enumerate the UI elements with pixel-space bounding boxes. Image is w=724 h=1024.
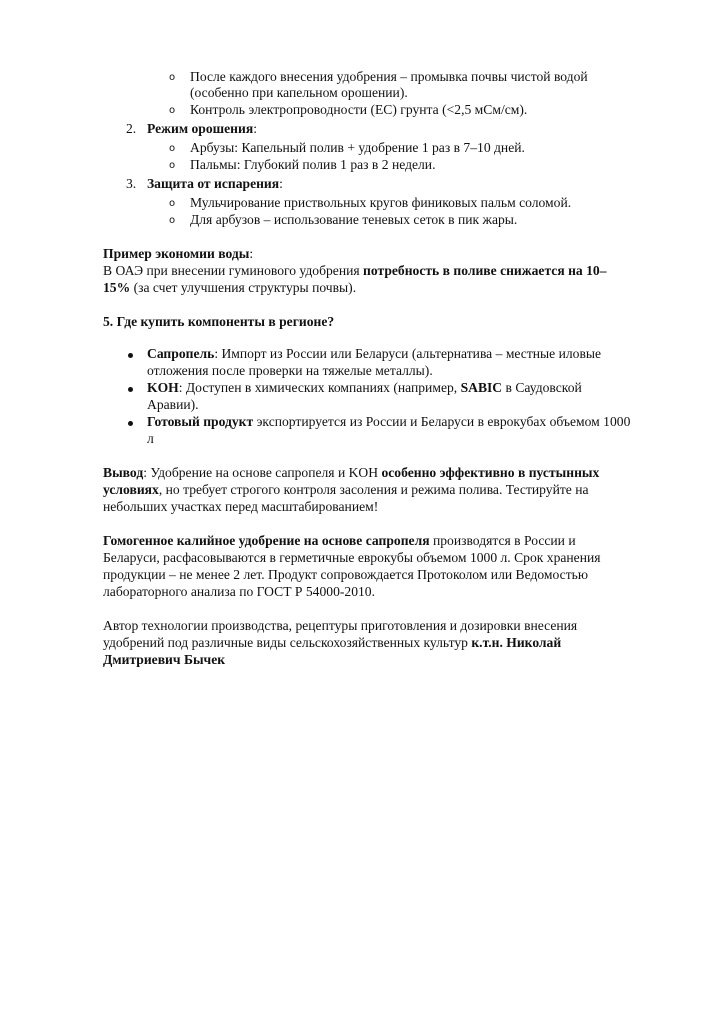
- list-item-sapropel: Сапропель: Импорт из России или Беларуси (альтернатива – местные иловые: [147, 346, 602, 361]
- author-line-1: Автор технологии производства, рецептуры приготовления и дозировки внесения: [103, 618, 578, 633]
- list-item-koh-cont: Аравии).: [147, 397, 199, 412]
- circle-bullet-icon: o: [169, 160, 176, 171]
- water-example-line-2: 15% (за счет улучшения структуры почвы).: [103, 280, 357, 295]
- product-info-line-1: Гомогенное калийное удобрение на основе сапропеля производятся в России и: [103, 533, 576, 548]
- circle-bullet-icon: o: [169, 72, 176, 83]
- list-item-after-feeding: После каждого внесения удобрения – промывка почвы чистой водой: [190, 69, 588, 84]
- list-item-product: Готовый продукт экспортируется из России и Беларуси в еврокубах объемом 1000: [147, 414, 631, 429]
- list-item-mulch: Мульчирование приствольных кругов финиковых пальм соломой.: [190, 195, 572, 210]
- conclusion-line-3: небольших участках перед масштабированием!: [103, 499, 379, 514]
- bullet-dot-icon: [128, 387, 133, 392]
- section-5-heading: 5. Где купить компоненты в регионе?: [103, 314, 335, 329]
- section-3-number: 3.: [126, 176, 137, 191]
- bullet-dot-icon: [128, 421, 133, 426]
- conclusion-line-1: Вывод: Удобрение на основе сапропеля и KOH особенно эффективно в пустынных: [103, 465, 600, 480]
- product-info-line-4: лабораторного анализа по ГОСТ Р 54000-2010.: [103, 584, 375, 599]
- author-line-2: удобрений под различные виды сельскохозяйственных культур к.т.н. Николай: [103, 635, 562, 650]
- circle-bullet-icon: o: [169, 198, 176, 209]
- list-item-palms: Пальмы: Глубокий полив 1 раз в 2 недели.: [190, 157, 436, 172]
- section-2-number: 2.: [126, 121, 137, 136]
- list-item-shade: Для арбузов – использование теневых сеток в пик жары.: [190, 212, 518, 227]
- list-item-after-feeding-cont: (особенно при капельном орошении).: [190, 85, 408, 100]
- circle-bullet-icon: o: [169, 105, 176, 116]
- list-item-koh: KOH: Доступен в химических компаниях (например, SABIC в Саудовской: [147, 380, 582, 395]
- section-2-title: Режим орошения:: [147, 121, 257, 136]
- section-3-title: Защита от испарения:: [147, 176, 283, 191]
- list-item-sapropel-cont: отложения после проверки на тяжелые металлы).: [147, 363, 433, 378]
- circle-bullet-icon: o: [169, 143, 176, 154]
- list-item-product-cont: л: [147, 431, 154, 446]
- conclusion-line-2: условиях, но требует строгого контроля засоления и режима полива. Тестируйте на: [103, 482, 589, 497]
- bullet-dot-icon: [128, 353, 133, 358]
- water-example-line-1: В ОАЭ при внесении гуминового удобрения потребность в поливе снижается на 10–: [103, 263, 607, 278]
- list-item-ec: Контроль электропроводности (EC) грунта (<2,5 мСм/см).: [190, 102, 528, 117]
- circle-bullet-icon: o: [169, 215, 176, 226]
- water-example-title: Пример экономии воды:: [103, 246, 254, 261]
- list-item-watermelons: Арбузы: Капельный полив + удобрение 1 раз в 7–10 дней.: [190, 140, 525, 155]
- author-name-line: Дмитриевич Бычек: [103, 652, 226, 667]
- product-info-line-3: продукции – не менее 2 лет. Продукт сопровождается Протоколом или Ведомостью: [103, 567, 588, 582]
- product-info-line-2: Беларуси, расфасовываются в герметичные еврокубы объемом 1000 л. Срок хранения: [103, 550, 601, 565]
